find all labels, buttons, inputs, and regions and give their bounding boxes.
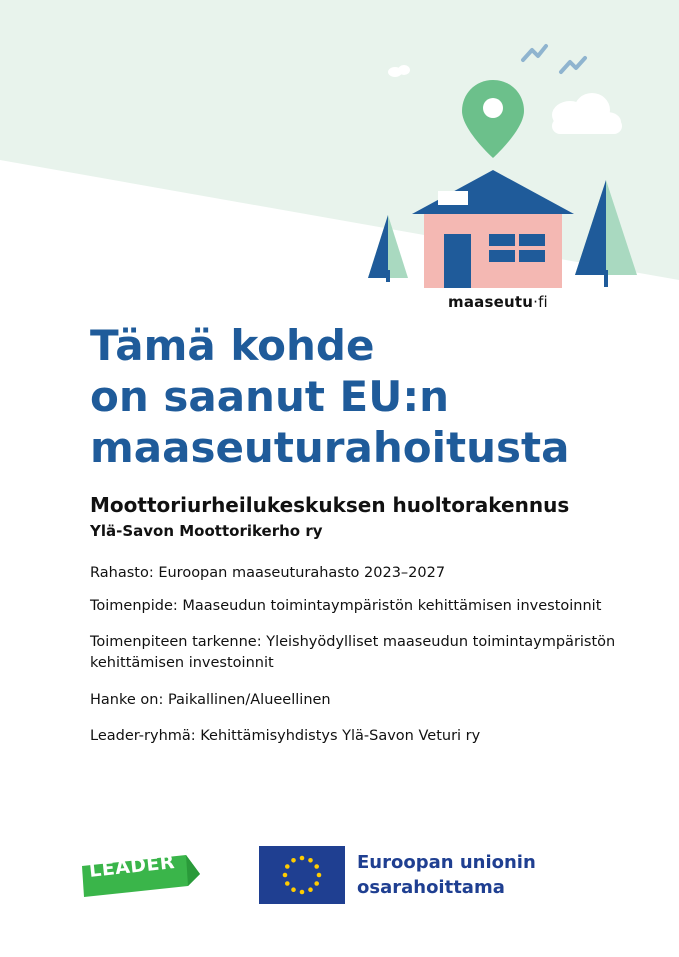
headline-line-1: Tämä kohde <box>90 321 375 370</box>
logo-brand: maaseutu <box>448 293 534 311</box>
page-headline <box>90 320 569 473</box>
info-fund: Rahasto: Euroopan maaseuturahasto 2023–2027 <box>90 565 446 581</box>
project-title: Moottoriurheilukeskuksen huoltorakennus <box>90 493 570 517</box>
organization-name: Ylä-Savon Moottorikerho ry <box>90 522 323 540</box>
headline-line-3: maaseuturahoitusta <box>90 423 570 472</box>
info-leader-group: Leader-ryhmä: Kehittämisyhdistys Ylä-Savon Veturi ry <box>90 728 481 744</box>
logo-suffix: ·fi <box>533 293 548 311</box>
info-scope: Hanke on: Paikallinen/Alueellinen <box>90 692 331 708</box>
eu-flag-icon <box>259 846 345 904</box>
eu-funding-label <box>357 850 536 900</box>
maaseutu-logo <box>448 293 548 311</box>
leader-label: LEADER <box>88 850 176 882</box>
eu-label-line-2: osarahoittama <box>357 877 505 898</box>
mint-background <box>0 0 679 280</box>
info-measure: Toimenpide: Maaseudun toimintaympäristön kehittämisen investoinnit <box>90 598 602 614</box>
info-measure-detail: Toimenpiteen tarkenne: Yleishyödylliset maaseudun toimintaympäristön kehittämisen investoinnit <box>90 634 616 671</box>
eu-label-line-1: Euroopan unionin <box>357 852 536 873</box>
headline-line-2: on saanut EU:n <box>90 372 450 421</box>
eu-stars <box>259 846 345 904</box>
